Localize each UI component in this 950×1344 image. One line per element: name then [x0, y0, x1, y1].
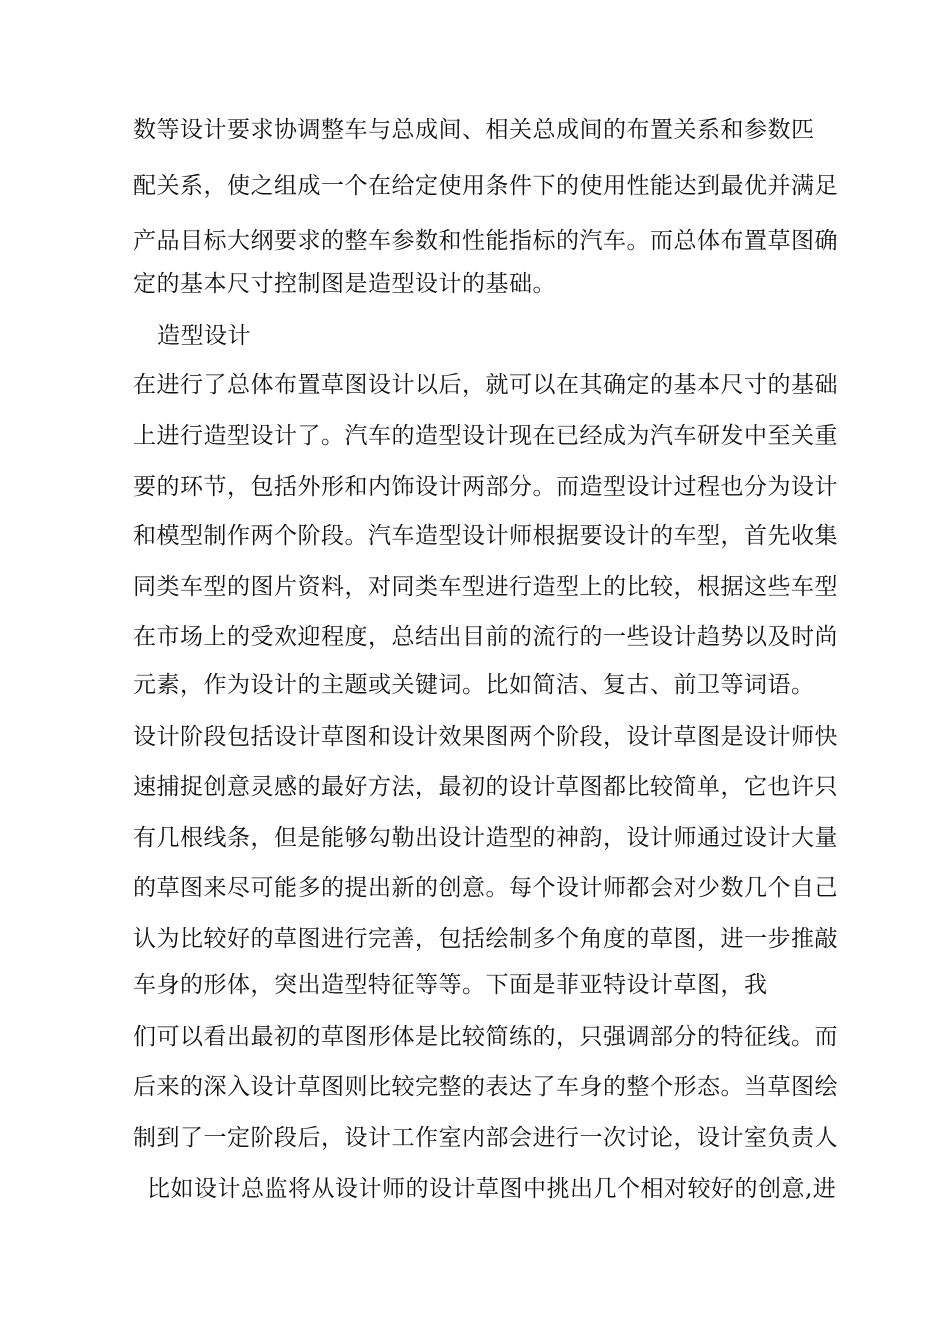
text-line-11: 在市场上的受欢迎程度，总结出目前的流行的一些设计趋势以及时尚 [133, 624, 838, 650]
text-line-8: 要的环节，包括外形和内饰设计两部分。而造型设计过程也分为设计 [133, 474, 838, 500]
text-line-16: 的草图来尽可能多的提出新的创意。每个设计师都会对少数几个自己 [133, 875, 838, 901]
text-line-20: 后来的深入设计草图则比较完整的表达了车身的整个形态。当草图绘 [133, 1074, 838, 1100]
text-line-21: 制到了一定阶段后，设计工作室内部会进行一次讨论，设计室负责人 [133, 1125, 838, 1151]
text-line-3: 产品目标大纲要求的整车参数和性能指标的汽车。而总体布置草图确 [133, 228, 838, 254]
text-line-9: 和模型制作两个阶段。汽车造型设计师根据要设计的车型，首先收集 [133, 523, 838, 549]
text-line-17: 认为比较好的草图进行完善，包括绘制多个角度的草图，进一步推敲 [133, 926, 838, 952]
section-heading-styling-design: 造型设计 [157, 323, 251, 349]
text-line-12: 元素，作为设计的主题或关键词。比如简洁、复古、前卫等词语。 [133, 672, 815, 698]
text-line-19: 们可以看出最初的草图形体是比较简练的，只强调部分的特征线。而 [133, 1024, 838, 1050]
text-line-1: 数等设计要求协调整车与总成间、相关总成间的布置关系和参数匹 [133, 117, 815, 143]
text-line-10: 同类车型的图片资料，对同类车型进行造型上的比较，根据这些车型 [133, 574, 838, 600]
text-line-2: 配关系，使之组成一个在给定使用条件下的使用性能达到最优并满足 [133, 173, 838, 199]
text-line-4: 定的基本尺寸控制图是造型设计的基础。 [133, 271, 556, 297]
text-line-15: 有几根线条，但是能够勾勒出设计造型的神韵，设计师通过设计大量 [133, 825, 838, 851]
text-line-22: 比如设计总监将从设计师的设计草图中挑出几个相对较好的创意,进 [147, 1176, 837, 1202]
text-line-13: 设计阶段包括设计草图和设计效果图两个阶段，设计草图是设计师快 [133, 724, 838, 750]
text-line-14: 速捕捉创意灵感的最好方法，最初的设计草图都比较简单，它也许只 [133, 774, 838, 800]
text-line-7: 上进行造型设计了。汽车的造型设计现在已经成为汽车研发中至关重 [133, 423, 838, 449]
text-line-6: 在进行了总体布置草图设计以后，就可以在其确定的基本尺寸的基础 [133, 372, 838, 398]
text-line-18: 车身的形体，突出造型特征等等。下面是菲亚特设计草图，我 [133, 972, 768, 998]
